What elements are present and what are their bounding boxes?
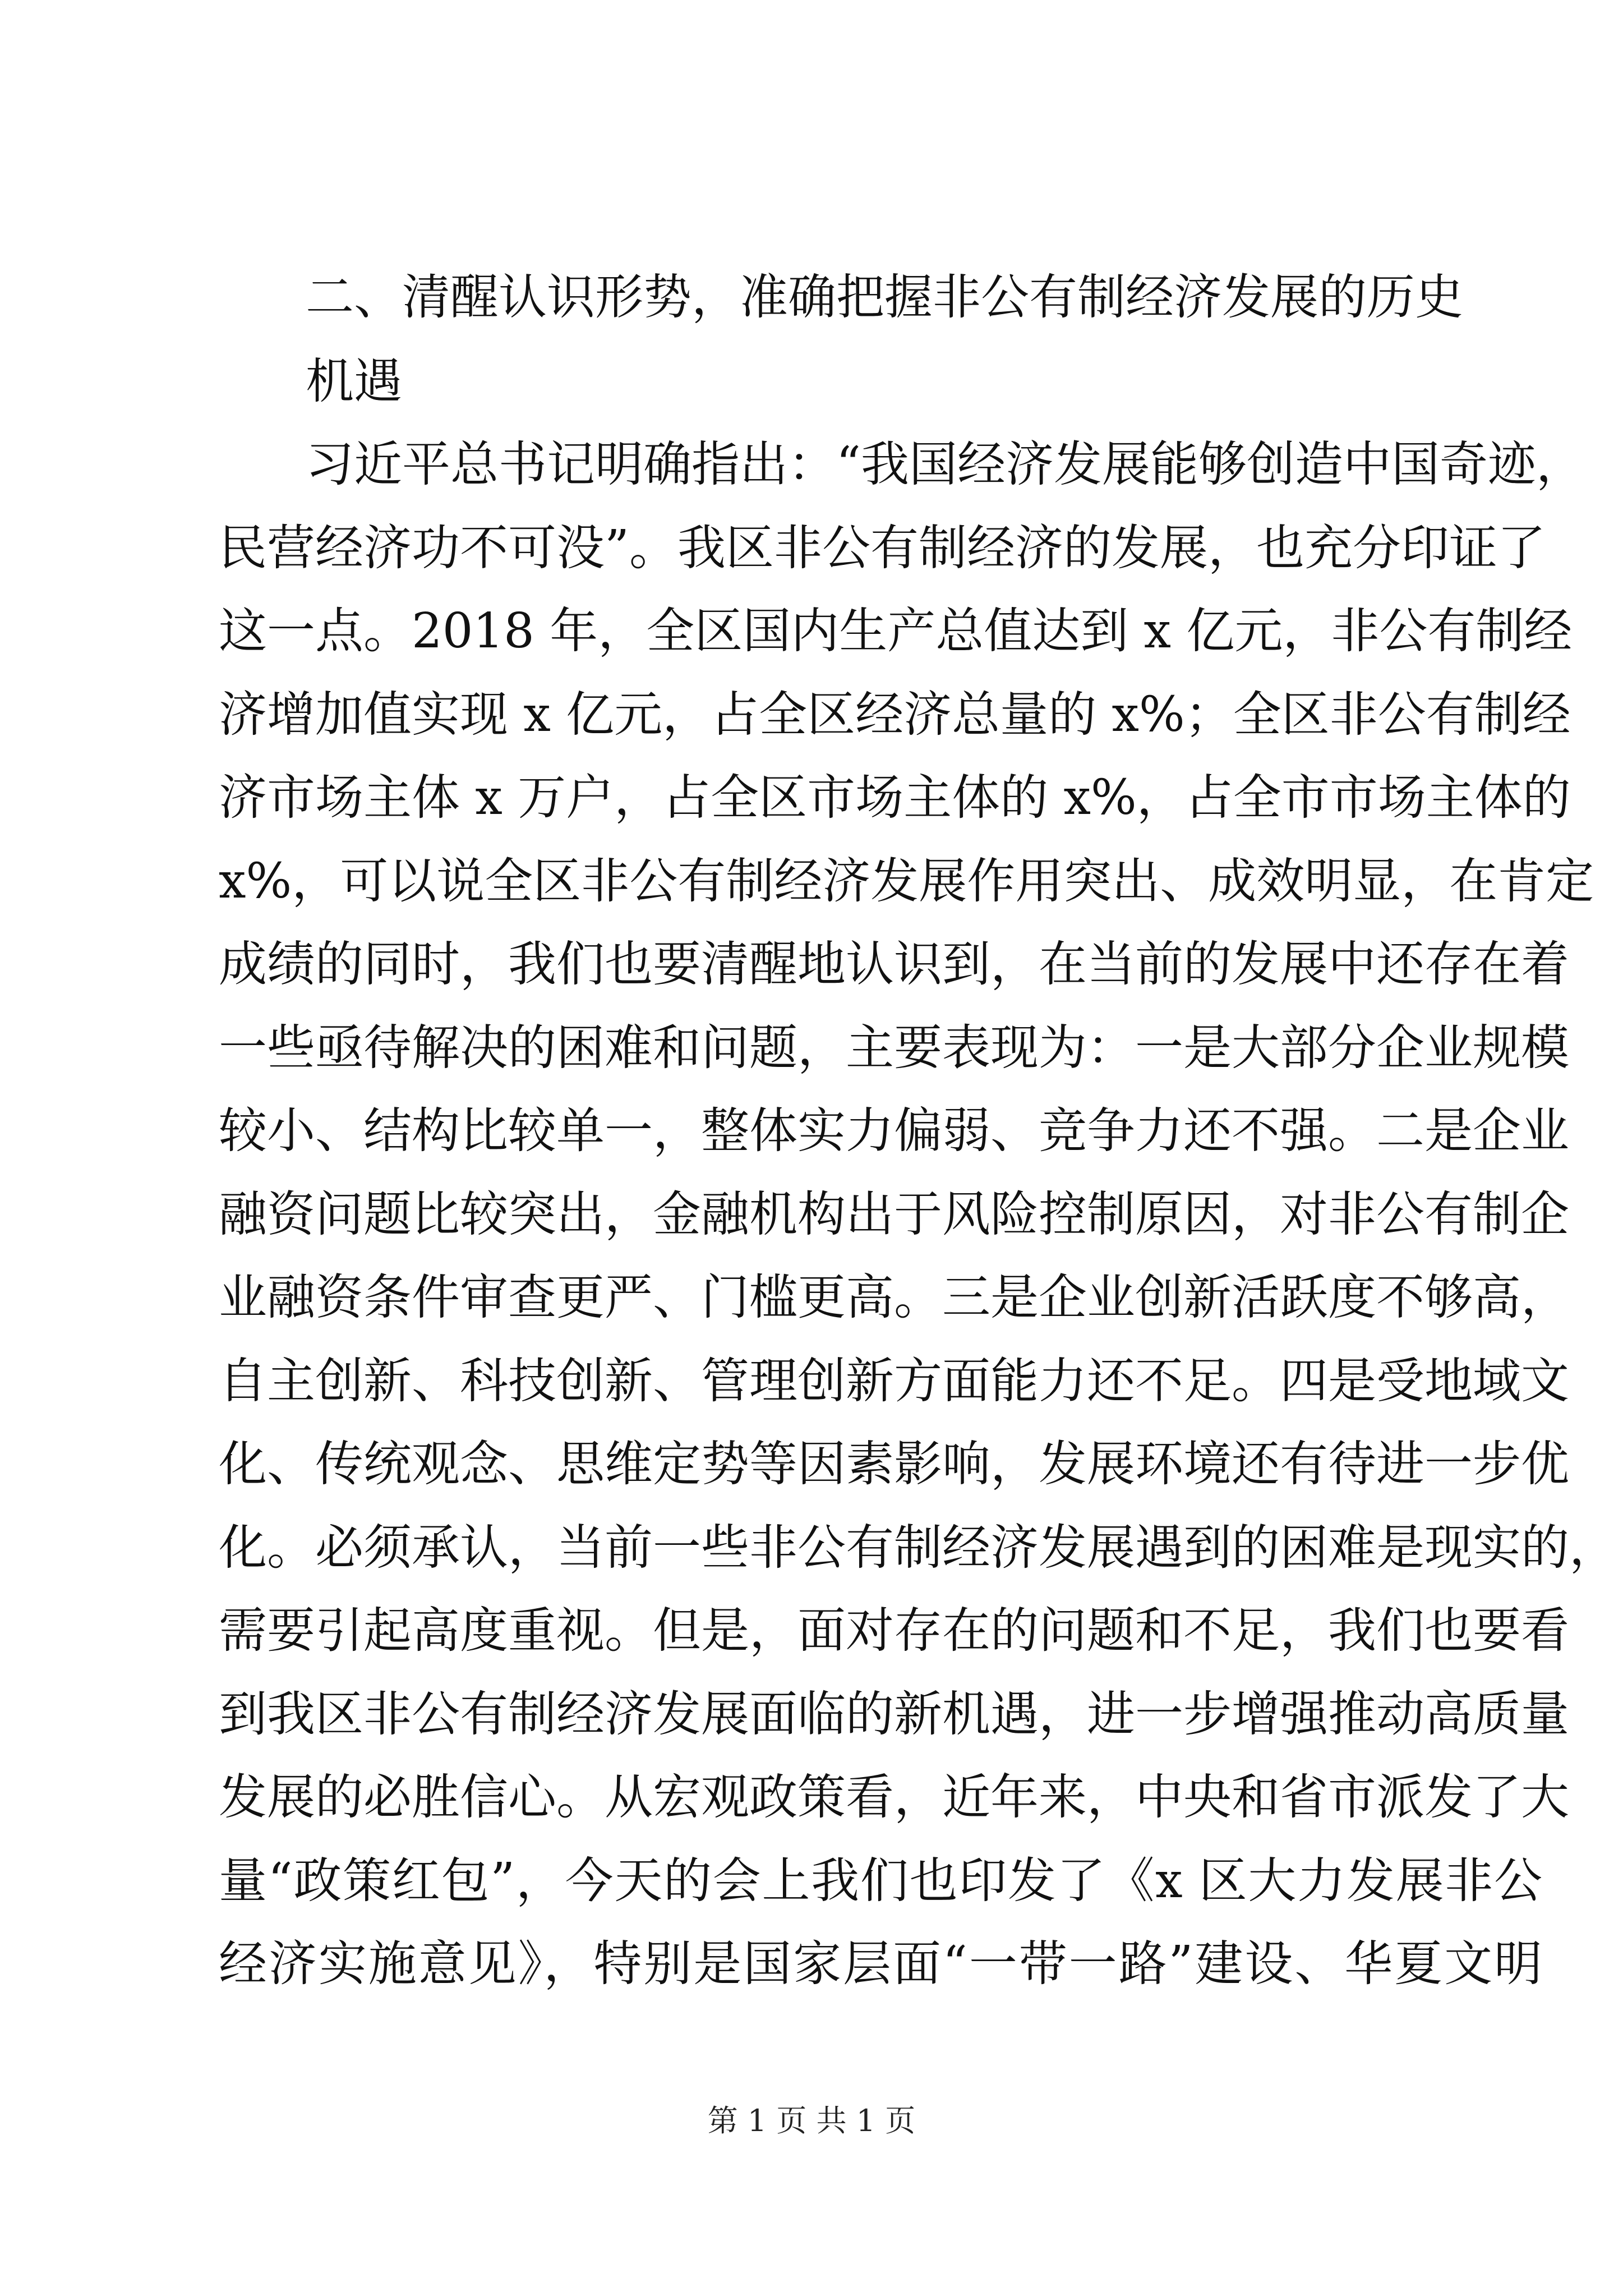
section-heading: 二、清醒认识形势，准确把握非公有制经济发展的历史 — [306, 269, 1463, 325]
paragraph-line: 较小、结构比较单一，整体实力偏弱、竞争力还不强。二是企业 — [219, 1103, 1569, 1159]
paragraph-line: 经济实施意见》，特别是国家层面“一带一路”建设、华夏文明 — [219, 1936, 1542, 1992]
paragraph-line: 一些亟待解决的困难和问题，主要表现为：一是大部分企业规模 — [219, 1020, 1569, 1076]
paragraph-line: x%，可以说全区非公有制经济发展作用突出、成效明显，在肯定 — [219, 853, 1594, 909]
page-footer: 第 1 页 共 1 页 — [707, 2103, 916, 2138]
paragraph-line: 这一点。2018 年，全区国内生产总值达到 x 亿元，非公有制经 — [219, 603, 1573, 659]
paragraph-line: 融资问题比较突出，金融机构出于风险控制原因，对非公有制企 — [219, 1186, 1569, 1243]
paragraph-line: 发展的必胜信心。从宏观政策看，近年来，中央和省市派发了大 — [219, 1769, 1569, 1825]
paragraph-line: 济市场主体 x 万户，占全区市场主体的 x%，占全市市场主体的 — [219, 770, 1571, 826]
paragraph-line: 业融资条件审查更严、门槛更高。三是企业创新活跃度不够高， — [219, 1269, 1569, 1326]
paragraph-line: 济增加值实现 x 亿元，占全区经济总量的 x%；全区非公有制经 — [219, 687, 1571, 743]
paragraph-line: 需要引起高度重视。但是，面对存在的问题和不足，我们也要看 — [219, 1603, 1569, 1659]
paragraph-line: 量“政策红包”，今天的会上我们也印发了《x 区大力发展非公 — [219, 1853, 1542, 1909]
paragraph-line: 自主创新、科技创新、管理创新方面能力还不足。四是受地域文 — [219, 1353, 1569, 1409]
section-heading-continued: 机遇 — [306, 353, 402, 409]
paragraph-line: 化。必须承认，当前一些非公有制经济发展遇到的困难是现实的， — [219, 1520, 1617, 1576]
paragraph-line: 民营经济功不可没”。我区非公有制经济的发展，也充分印证了 — [219, 520, 1546, 576]
paragraph-line: 习近平总书记明确指出：“我国经济发展能够创造中国奇迹， — [306, 436, 1584, 493]
paragraph-line: 到我区非公有制经济发展面临的新机遇，进一步增强推动高质量 — [219, 1686, 1569, 1742]
paragraph-line: 成绩的同时，我们也要清醒地认识到，在当前的发展中还存在着 — [219, 936, 1569, 992]
paragraph-line: 化、传统观念、思维定势等因素影响，发展环境还有待进一步优 — [219, 1436, 1569, 1492]
